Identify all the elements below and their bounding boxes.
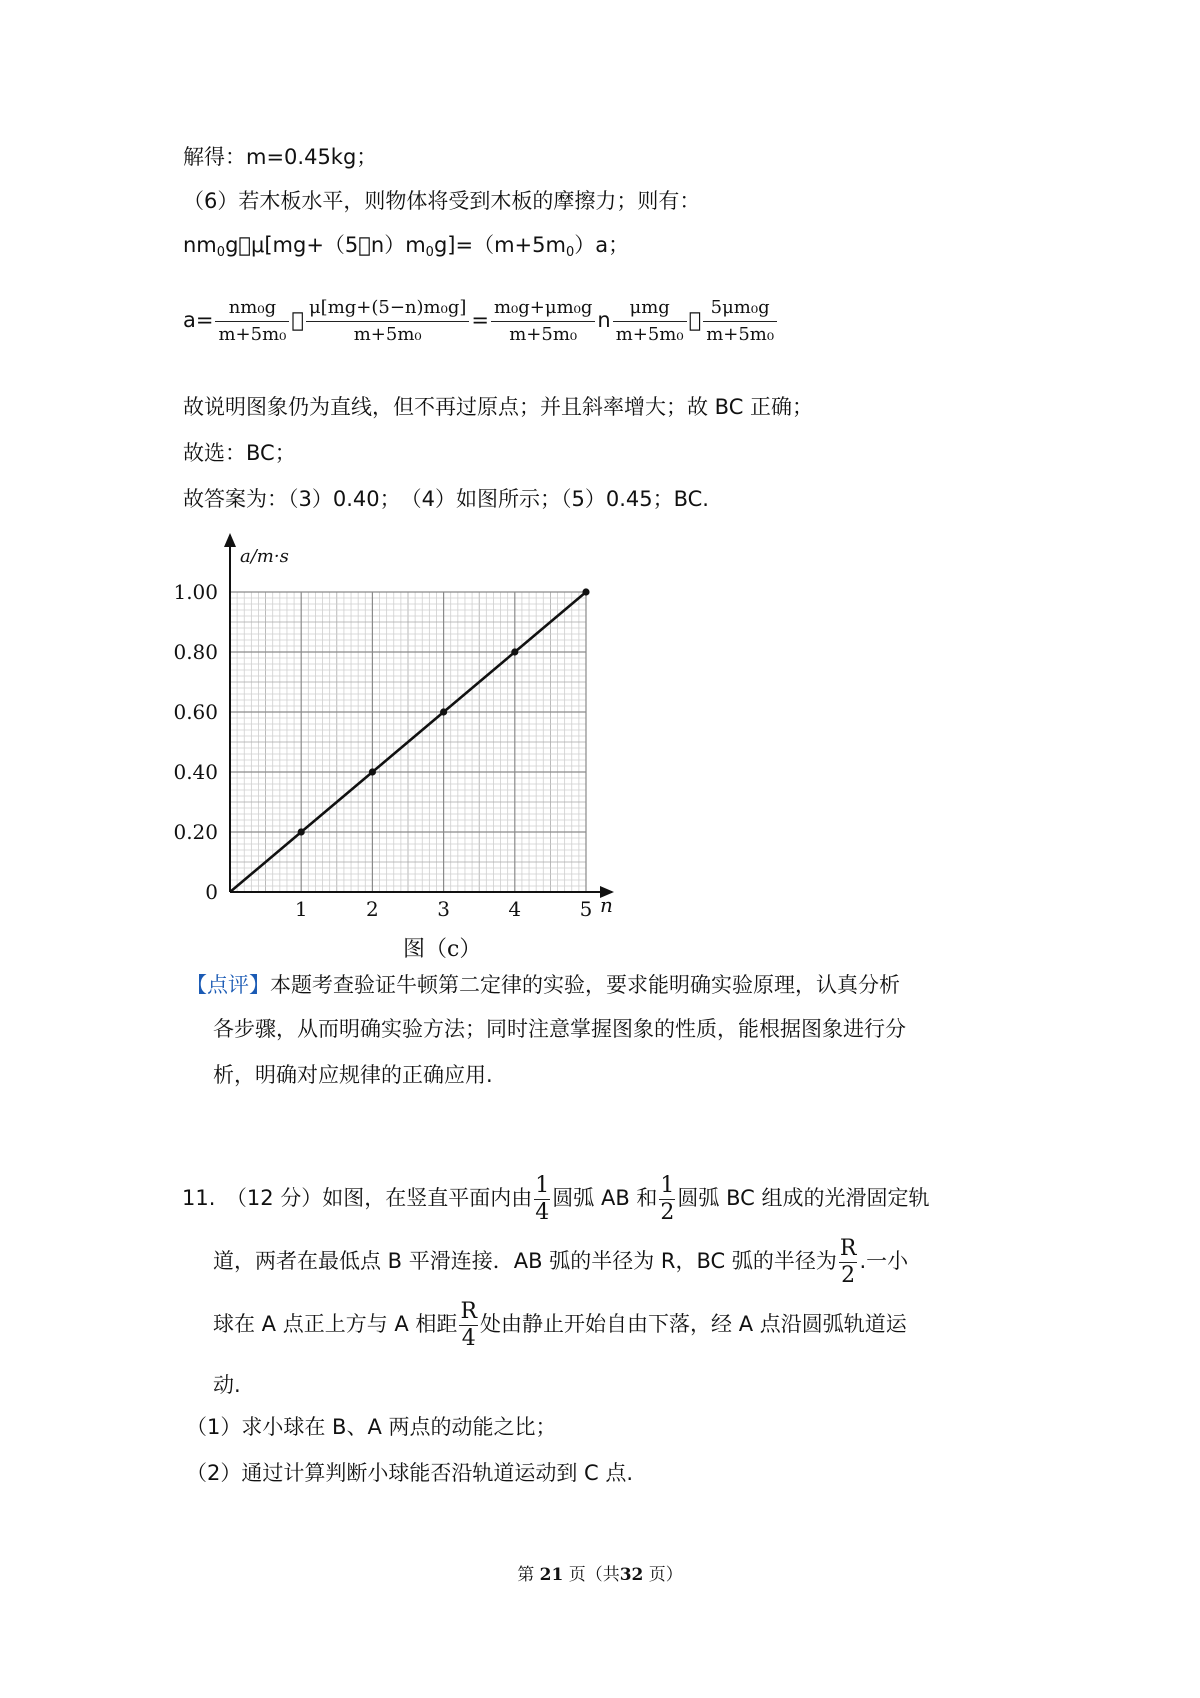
- answer-line: 故答案为：（3）0.40； （4）如图所示；（5）0.45；BC.: [183, 487, 709, 511]
- conclusion-line: 故说明图象仍为直线，但不再过原点；并且斜率增大；故 BC 正确；: [183, 395, 814, 419]
- data-point: [511, 648, 518, 655]
- problem11-line-4: 动.: [213, 1373, 241, 1397]
- y-tick-label: 0.80: [173, 640, 218, 664]
- fraction-r-quarter: $\frac{R}{4}$: [460, 1298, 478, 1351]
- y-tick-label: 1.00: [173, 580, 218, 604]
- chart-axes: [224, 533, 614, 898]
- figure-caption: 图（c）: [403, 937, 482, 962]
- comment-tag: 【点评】: [186, 973, 270, 997]
- comment-line-3: 析，明确对应规律的正确应用.: [213, 1063, 493, 1087]
- x-tick-label: 5: [579, 897, 593, 921]
- problem11-line-3: 球在 A 点正上方与 A 相距 $\frac{R}{4}$ 处由静止开始自由下落，经 A 点沿圆弧轨道运: [213, 1298, 907, 1351]
- fraction-one-quarter: $\frac{1}{4}$: [535, 1172, 550, 1225]
- part6-intro: （6）若木板水平，则物体将受到木板的摩擦力；则有：: [183, 189, 701, 213]
- x-tick-label: 2: [366, 897, 379, 921]
- friction-equation: $nm_0g \mu[mg+(5 n)m_0g]=(m+5m_0)a$；: [183, 233, 630, 260]
- y-tick-label: 0.60: [173, 700, 218, 724]
- page-total: 32: [619, 1565, 644, 1585]
- data-point: [298, 828, 305, 835]
- x-axis-label: n: [600, 893, 613, 917]
- problem11-question-1: （1）求小球在 B、A 两点的动能之比；: [186, 1415, 557, 1439]
- fraction-one-half: $\frac{1}{2}$: [660, 1172, 675, 1225]
- comment-line-1: 【点评】本题考查验证牛顿第二定律的实验，要求能明确实验原理，认真分析: [186, 973, 900, 997]
- data-point: [440, 708, 447, 715]
- x-tick-label: 4: [508, 897, 522, 921]
- x-tick-label: 1: [294, 897, 308, 921]
- problem11-line-2: 道，两者在最低点 B 平滑连接．AB 弧的半径为 R，BC 弧的半径为 $\frac{R}{2}$ .一小: [213, 1235, 909, 1288]
- problem11-line-1: 11. （12 分）如图，在竖直平面内由 $\frac{1}{4}$ 圆弧 AB 和 $\frac{1}{2}$ 圆弧 BC 组成的光滑固定轨: [182, 1172, 930, 1225]
- page-number: 21: [539, 1565, 564, 1585]
- y-tick-label: 0.40: [173, 760, 218, 784]
- data-point: [369, 768, 376, 775]
- y-tick-label: 0.20: [173, 820, 218, 844]
- comment-line-2: 各步骤，从而明确实验方法；同时注意掌握图象的性质，能根据图象进行分: [213, 1017, 906, 1041]
- acceleration-formula: a= $\frac{\text{nm₀g}}{\text{m+5m₀}}$   $\frac{\text{μ[mg+(5−n)m₀g]}}{\text{m+5m₀}}$ = $\frac{\text{m₀g+μm₀g}}{\text{m+5m₀}}$ n $\frac{\text{μmg}}{\text{m+5m₀}}$   $\frac{\text{5μm₀g}}{\text{m+5m₀}}$: [183, 290, 779, 350]
- choice-line: 故选：BC；: [183, 441, 296, 465]
- y-axis-label: a/m·s: [240, 546, 289, 567]
- y-tick-label: 0: [205, 880, 218, 904]
- x-tick-label: 3: [437, 897, 450, 921]
- result-line: 解得：m=0.45kg；: [183, 145, 378, 169]
- data-point: [582, 588, 589, 595]
- fraction-r-half: $\frac{R}{2}$: [839, 1235, 857, 1288]
- page-footer: 第 21 页（共32 页）: [517, 1565, 683, 1585]
- problem11-question-2: （2）通过计算判断小球能否沿轨道运动到 C 点.: [186, 1461, 634, 1485]
- y-axis-arrow: [224, 533, 236, 547]
- tick-labels: [173, 546, 612, 921]
